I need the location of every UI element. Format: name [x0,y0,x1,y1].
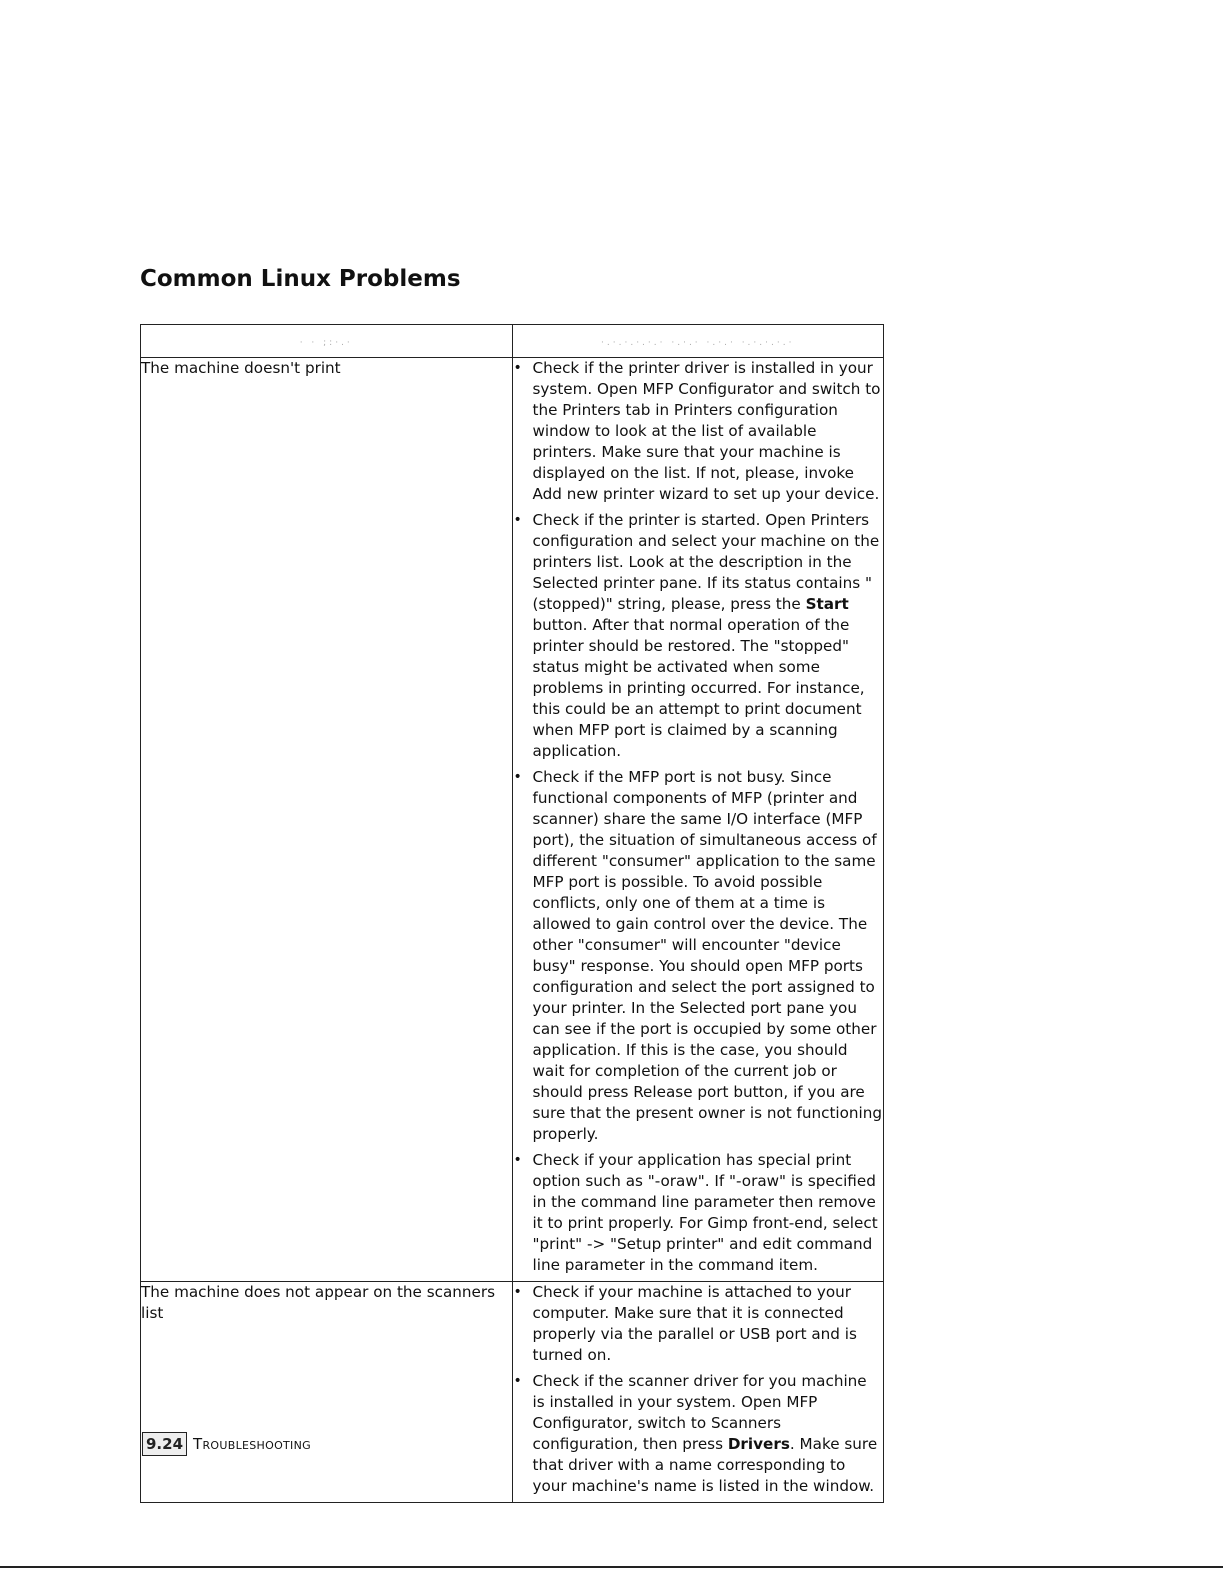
list-item: • Check if your application has special print option such as "-oraw". If "-oraw" is specified in the command line parameter then remove it to print properly. For Gimp front-end, select "print" -> "Setup printer" and edit command line parameter in the command item. [533,1150,884,1276]
page-title: Common Linux Problems [140,266,461,292]
solution-list [513,358,884,1276]
table-header-row [141,325,884,358]
page-footer [142,1432,311,1456]
list-item: • Check if your machine is attached to your computer. Make sure that it is connected properly via the parallel or USB port and is turned on. [533,1282,884,1366]
header-condition: · · ;:·.· [141,325,513,358]
solution-cell [512,1282,884,1503]
solution-cell [512,358,884,1282]
table-row [141,358,884,1282]
start-button-ref: Start [805,595,849,613]
drivers-button-ref: Drivers [727,1435,790,1453]
troubleshooting-table [140,324,884,1503]
page-number: 9.24 [142,1432,187,1456]
condition-cell: The machine doesn't print [141,358,513,1282]
bottom-rule [0,1566,1223,1568]
list-item: • Check if the MFP port is not busy. Since functional components of MFP (printer and scanner) share the same I/O interface (MFP port), the situation of simultaneous access of different "consumer" application to the same MFP port is possible. To avoid possible conflicts, only one of them at a time is allowed to gain control over the device. The other "consumer" will encounter "device busy" response. You should open MFP ports configuration and select the port assigned to your printer. In the Selected port pane you can see if the port is occupied by some other application. If this is the case, you should wait for completion of the current job or should press Release port button, if you are sure that the present owner is not functioning properly. [533,767,884,1145]
list-item: • Check if the printer is started. Open Printers configuration and select your machine on the printers list. Look at the description in the Selected printer pane. If its status contains "(stopped)" string, please, press the Start button. After that normal operation of the printer should be restored. The "stopped" status might be activated when some problems in printing occurred. For instance, this could be an attempt to print document when MFP port is claimed by a scanning application. [533,510,884,762]
solution-list [513,1282,884,1497]
condition-cell: The machine does not appear on the scanners list [141,1282,513,1503]
header-solution: ·.·.·.·.·.· ·.·.· ·.·.· ·.·.·.·.· [512,325,884,358]
list-item: • Check if the printer driver is installed in your system. Open MFP Configurator and switch to the Printers tab in Printers configuration window to look at the list of available printers. Make sure that your machine is displayed on the list. If not, please, invoke Add new printer wizard to set up your device. [533,358,884,505]
section-name: Troubleshooting [193,1435,311,1453]
list-item: • Check if the scanner driver for you machine is installed in your system. Open MFP Configurator, switch to Scanners configuration, then press Drivers. Make sure that driver with a name corresponding to your machine's name is listed in the window. [533,1371,884,1497]
table-row [141,1282,884,1503]
